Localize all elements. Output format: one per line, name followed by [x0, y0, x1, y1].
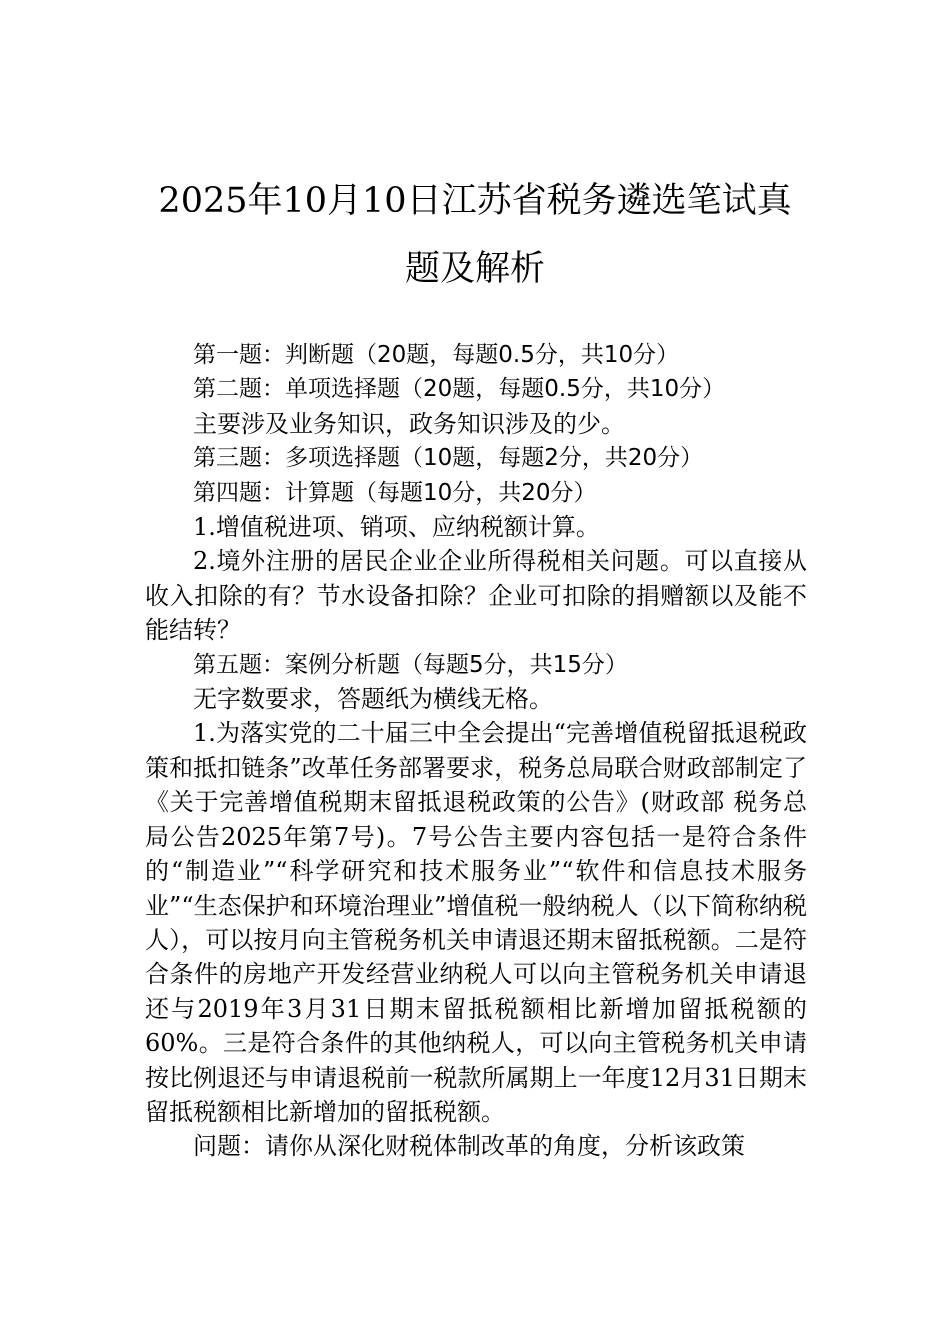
section-heading-3: 第三题：多项选择题（10题，每题2分，共20分） — [193, 445, 704, 472]
paragraph: 主要涉及业务知识，政务知识涉及的少。 — [193, 409, 625, 438]
document-body — [145, 338, 807, 1164]
paragraph: 1.增值税进项、销项、应纳税额计算。 — [193, 513, 600, 542]
section-heading-2: 第二题：单项选择题（20题，每题0.5分，共10分） — [193, 376, 726, 403]
document-title-line-1: 2025年10月10日江苏省税务遴选笔试真 — [158, 181, 792, 221]
paragraph: 1.为落实党的二十届三中全会提出“完善增值税留抵退税政策和抵扣链条”改革任务部署要求，税务总局联合财政部制定了《关于完善增值税期末留抵退税政策的公告》(财政部 税务总局公告2025年第7号)。7号公告主要内容包括一是符合条件的“制造业”“科学研究和技术服务业”“软件和信息技术服务业”“生态保护和环境治理业”增值税一般纳税人（以下简称纳税人），可以按月向主管税务机关申请退还期末留抵税额。二是符合条件的房地产开发经营业纳税人可以向主管税务机关申请退还与2019年3月31日期末留抵税额相比新增加留抵税额的60%。三是符合条件的其他纳税人，可以向主管税务机关申请按比例退还与申请退税前一税款所属期上一年度12月31日期末留抵税额相比新增加的留抵税额。 — [145, 719, 807, 1126]
section-heading-1: 第一题：判断题（20题，每题0.5分，共10分） — [193, 342, 680, 368]
paragraph: 问题：请你从深化财税体制改革的角度，分析该政策 — [193, 1132, 745, 1161]
paragraph: 2.境外注册的居民企业企业所得税相关问题。可以直接从收入扣除的有？节水设备扣除？企业可扣除的捐赠额以及能不能结转？ — [145, 547, 807, 645]
section-heading-5: 第五题：案例分析题（每题5分，共15分） — [193, 651, 628, 678]
section-heading-4: 第四题：计算题（每题10分，共20分） — [193, 479, 597, 506]
paragraph: 无字数要求，答题纸为横线无格。 — [193, 685, 553, 714]
document-title-line-2: 题及解析 — [404, 249, 545, 289]
